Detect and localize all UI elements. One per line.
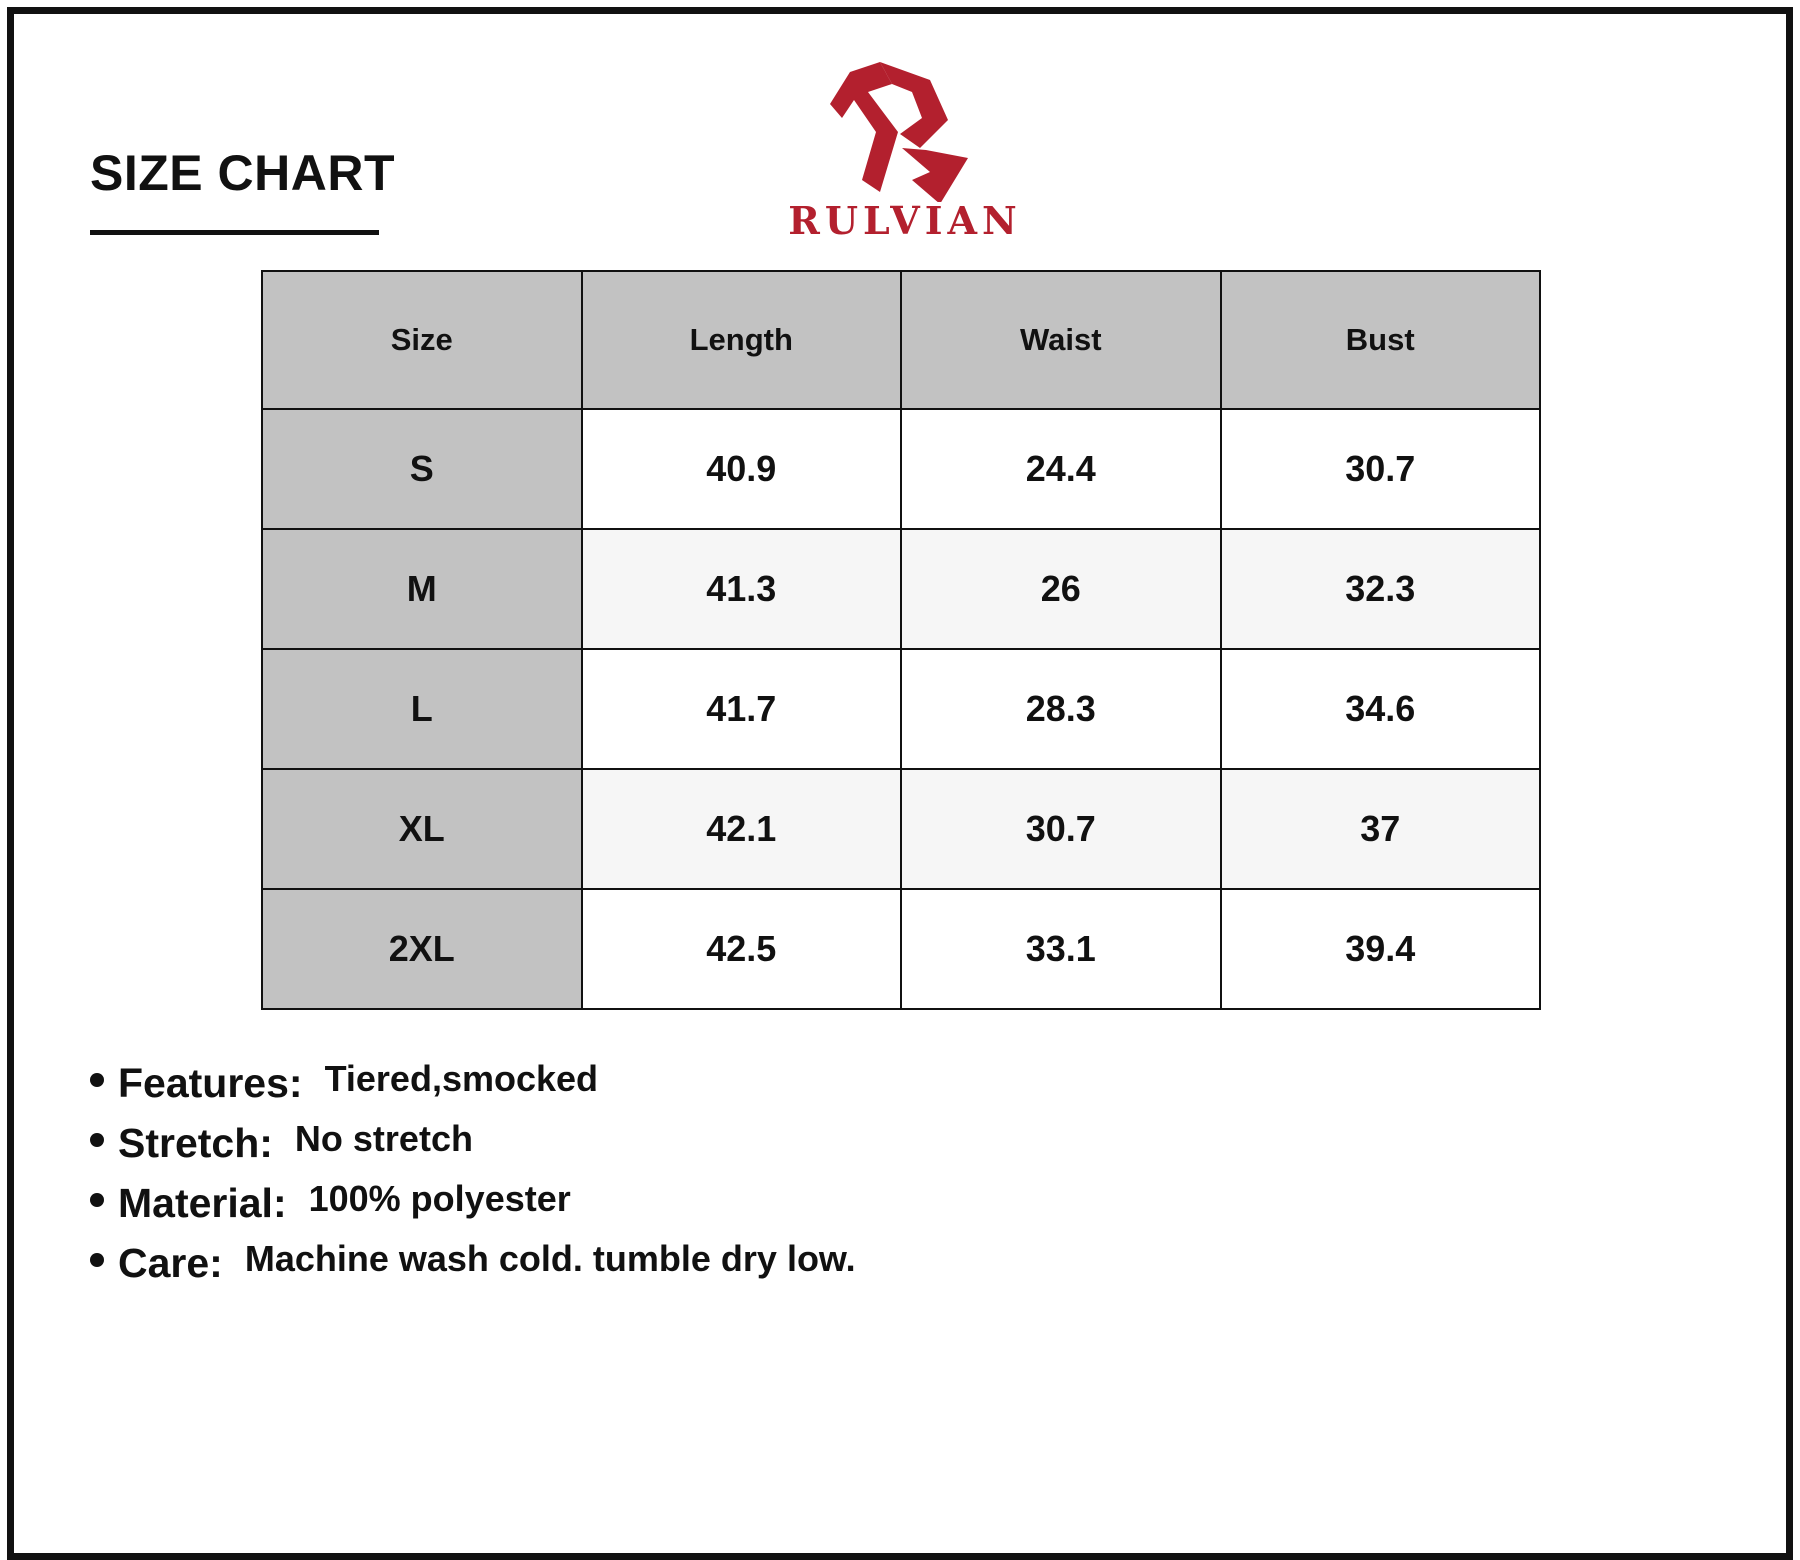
spec-material	[90, 1180, 856, 1240]
brand-logo	[780, 62, 1030, 252]
spec-value: Tiered,smocked	[324, 1058, 599, 1099]
spec-value: No stretch	[294, 1118, 473, 1159]
size-table	[261, 270, 1541, 1010]
column-header-waist: Waist	[901, 271, 1221, 409]
waist-cell: 33.1	[901, 889, 1221, 1009]
table-row	[262, 529, 1540, 649]
waist-cell: 24.4	[901, 409, 1221, 529]
size-cell: 2XL	[262, 889, 582, 1009]
table-row	[262, 769, 1540, 889]
spec-value: Machine wash cold. tumble dry low.	[244, 1238, 856, 1279]
bullet-icon	[90, 1193, 104, 1207]
bust-cell: 34.6	[1221, 649, 1541, 769]
spec-label: Features:	[118, 1060, 303, 1106]
spec-label: Material:	[118, 1180, 287, 1226]
size-cell: S	[262, 409, 582, 529]
column-header-bust: Bust	[1221, 271, 1541, 409]
length-cell: 40.9	[582, 409, 902, 529]
size-cell: M	[262, 529, 582, 649]
length-cell: 42.1	[582, 769, 902, 889]
length-cell: 42.5	[582, 889, 902, 1009]
bullet-icon	[90, 1073, 104, 1087]
product-specs-list	[90, 1060, 856, 1300]
waist-cell: 26	[901, 529, 1221, 649]
bust-cell: 32.3	[1221, 529, 1541, 649]
brand-name: RULVIAN	[788, 198, 1022, 243]
table-header-row	[262, 271, 1540, 409]
rulvian-r-logo-icon	[780, 62, 1030, 202]
page-title: SIZE CHART	[90, 145, 395, 201]
table-row	[262, 649, 1540, 769]
bust-cell: 30.7	[1221, 409, 1541, 529]
spec-stretch	[90, 1120, 856, 1180]
table-row	[262, 409, 1540, 529]
spec-care	[90, 1240, 856, 1300]
column-header-size: Size	[262, 271, 582, 409]
spec-value: 100% polyester	[308, 1178, 571, 1219]
length-cell: 41.3	[582, 529, 902, 649]
spec-features	[90, 1060, 856, 1120]
table-row	[262, 889, 1540, 1009]
bullet-icon	[90, 1133, 104, 1147]
spec-label: Care:	[118, 1240, 223, 1286]
bust-cell: 39.4	[1221, 889, 1541, 1009]
size-cell: L	[262, 649, 582, 769]
bullet-icon	[90, 1253, 104, 1267]
size-cell: XL	[262, 769, 582, 889]
column-header-length: Length	[582, 271, 902, 409]
bust-cell: 37	[1221, 769, 1541, 889]
length-cell: 41.7	[582, 649, 902, 769]
title-underline	[90, 230, 379, 235]
spec-label: Stretch:	[118, 1120, 273, 1166]
waist-cell: 28.3	[901, 649, 1221, 769]
waist-cell: 30.7	[901, 769, 1221, 889]
